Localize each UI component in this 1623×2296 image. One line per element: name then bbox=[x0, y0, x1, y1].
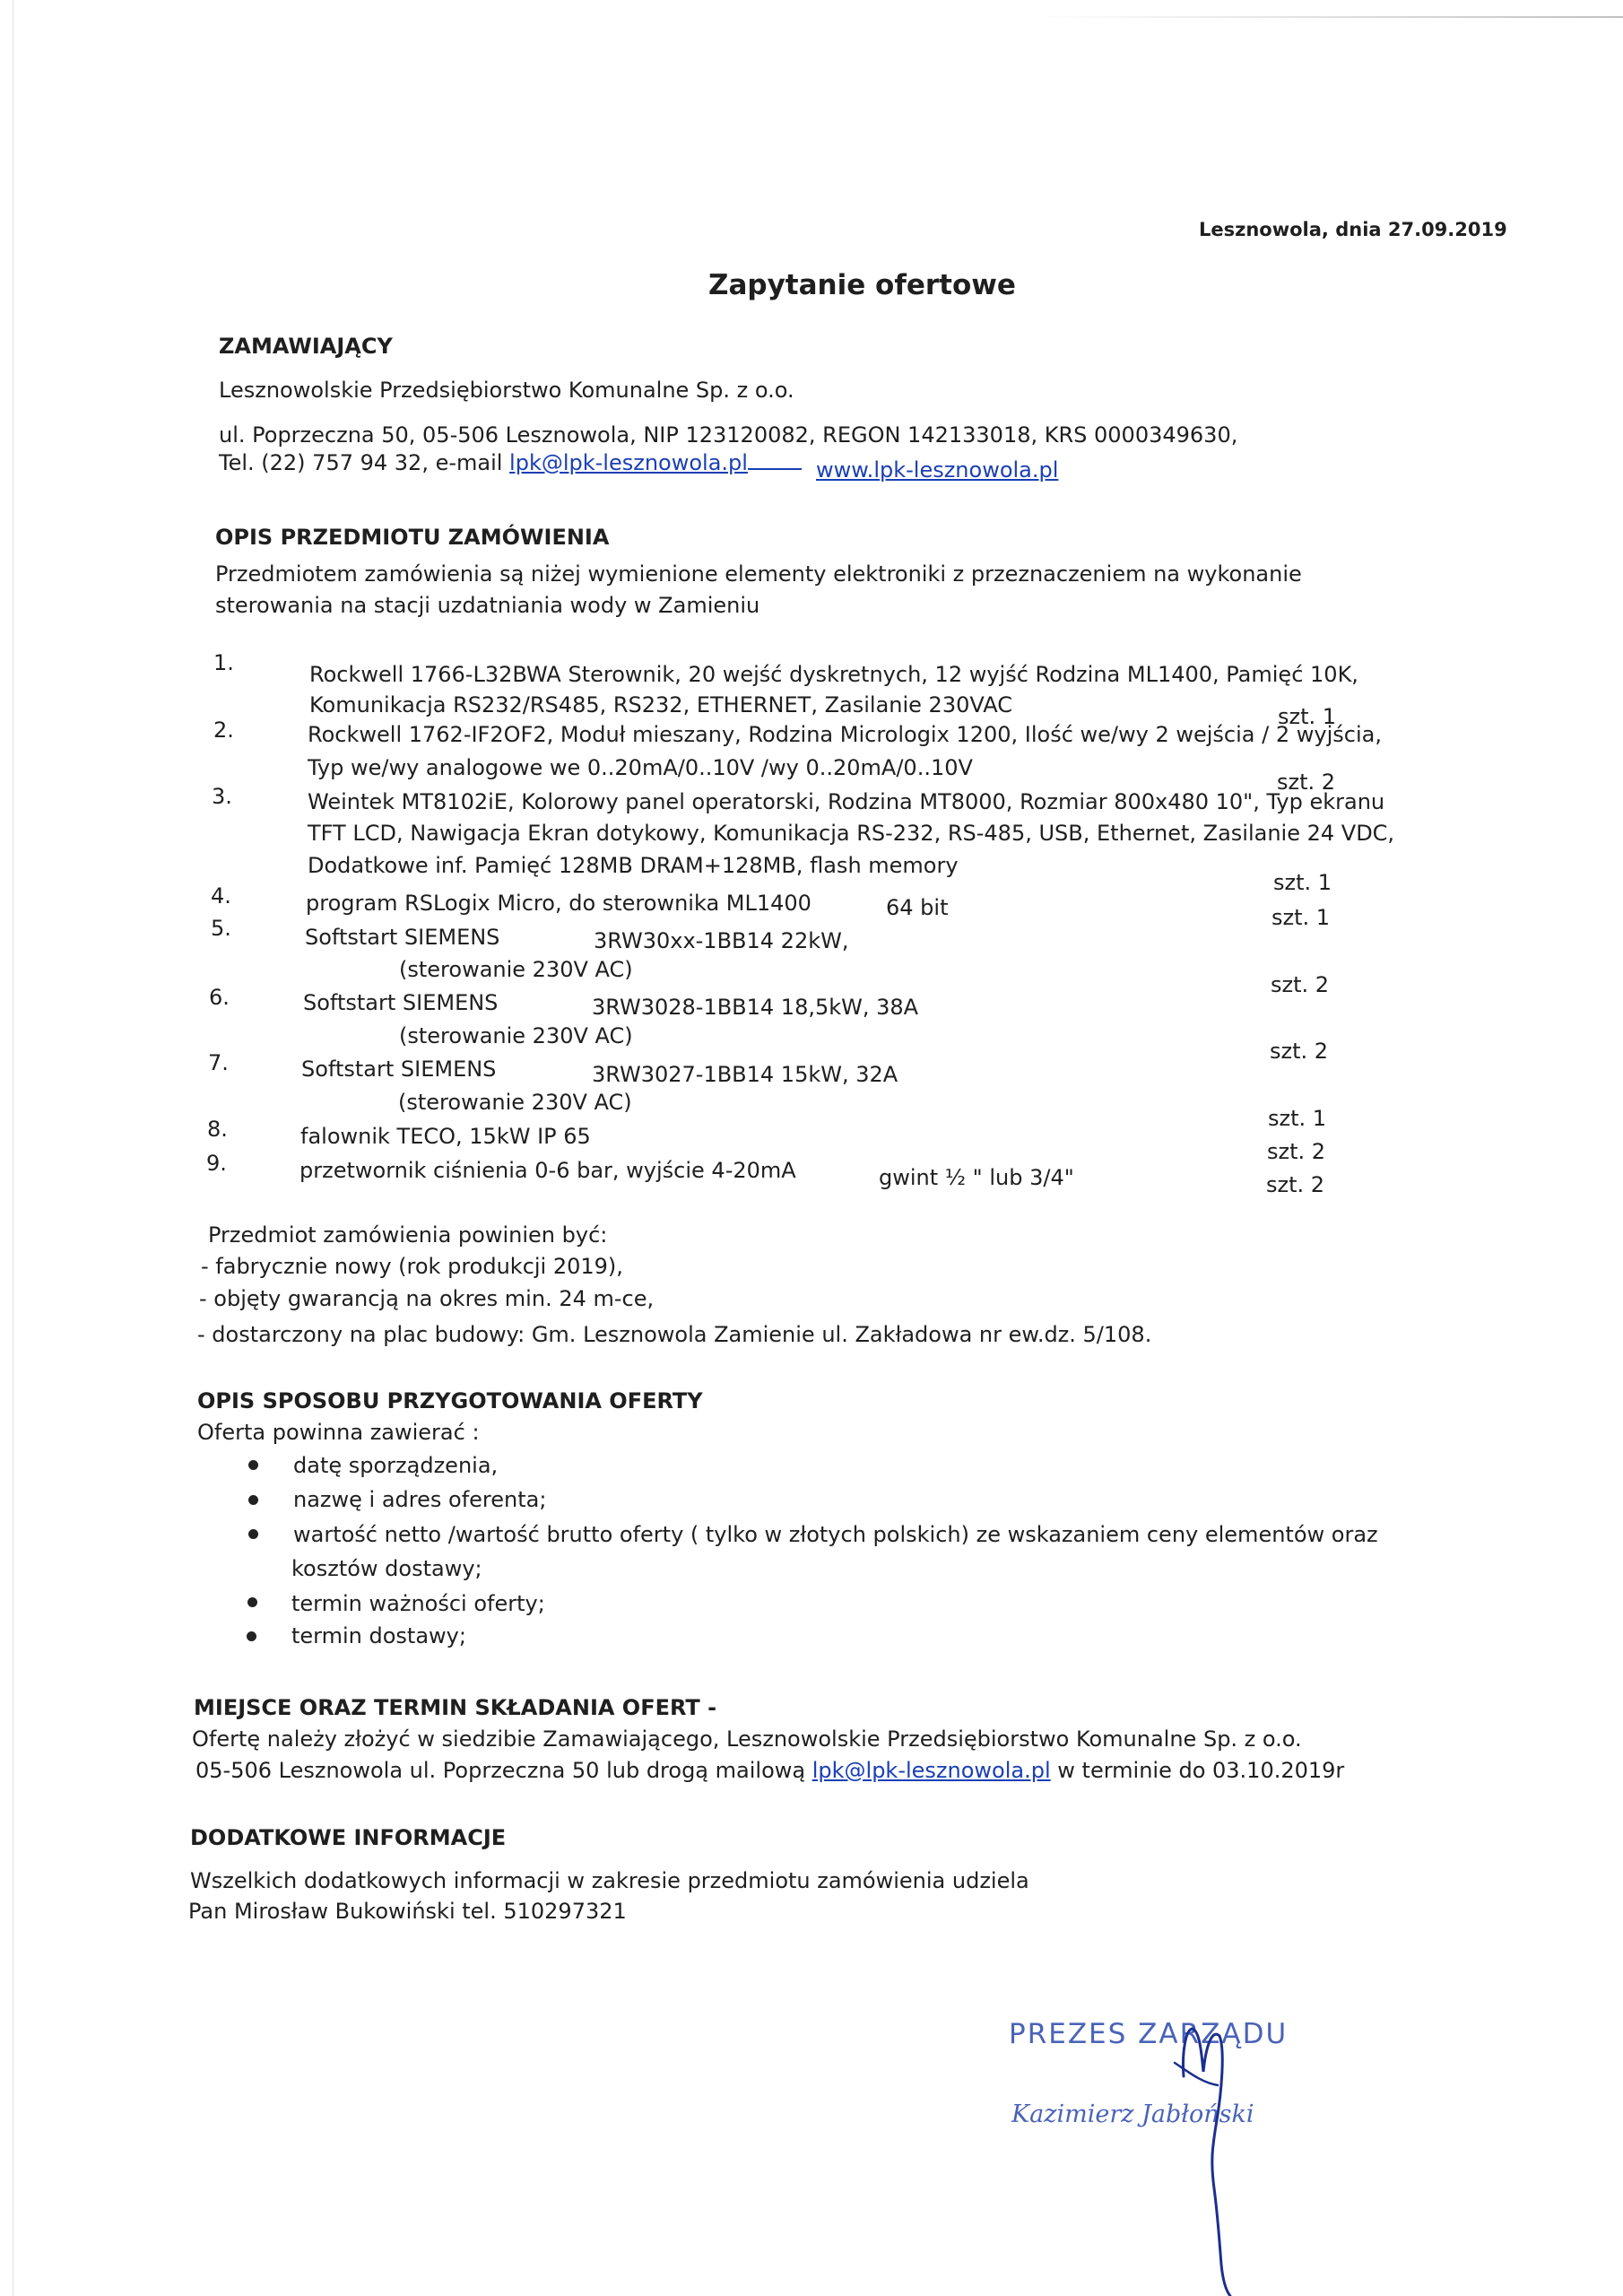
item-line: Softstart SIEMENS bbox=[305, 925, 500, 950]
opis-heading: OPIS PRZEDMIOTU ZAMÓWIENIA bbox=[215, 525, 610, 550]
item-line: 64 bit bbox=[886, 895, 949, 920]
place-date: Lesznowola, dnia 27.09.2019 bbox=[1199, 219, 1507, 240]
item-line: Rockwell 1762-IF2OF2, Moduł mieszany, Rodzina Micrologix 1200, Ilość we/wy 2 wejścia / 2 wyjścia, bbox=[308, 722, 1382, 747]
item-line: Softstart SIEMENS bbox=[303, 990, 499, 1015]
document-title: Zapytanie ofertowe bbox=[708, 269, 1016, 301]
item-number: 1. bbox=[213, 650, 234, 675]
item-line: (sterowanie 230V AC) bbox=[399, 1023, 633, 1048]
item-line: 3RW3027-1BB14 15kW, 32A bbox=[592, 1062, 898, 1087]
item-line: 3RW3028-1BB14 18,5kW, 38A bbox=[592, 995, 919, 1020]
item-line: Dodatkowe inf. Pamięć 128MB DRAM+128MB, flash memory bbox=[308, 853, 959, 878]
item-line: program RSLogix Micro, do sterownika ML1400 bbox=[306, 891, 812, 916]
miejsce-line2-suffix: w terminie do 03.10.2019r bbox=[1050, 1758, 1345, 1783]
miejsce-heading: MIEJSCE ORAZ TERMIN SKŁADANIA OFERT - bbox=[194, 1695, 717, 1720]
offer-requirement: termin ważności oferty; bbox=[291, 1591, 545, 1616]
item-line: TFT LCD, Nawigacja Ekran dotykowy, Komunikacja RS-232, RS-485, USB, Ethernet, Zasilanie 24 VDC, bbox=[308, 821, 1395, 846]
stamp-name: Kazimierz Jabłoński bbox=[1011, 2100, 1254, 2128]
item-line: Weintek MT8102iE, Kolorowy panel operatorski, Rodzina MT8000, Rozmiar 800x480 10", Typ ekranu bbox=[308, 789, 1385, 814]
www-link[interactable]: www.lpk-lesznowola.pl bbox=[816, 457, 1059, 483]
offer-requirement: wartość netto /wartość brutto oferty ( tylko w złotych polskich) ze wskazaniem ceny elementów oraz bbox=[293, 1522, 1378, 1547]
offer-requirement: termin dostawy; bbox=[291, 1623, 466, 1648]
item-number: 8. bbox=[207, 1117, 228, 1142]
sposob-intro: Oferta powinna zawierać : bbox=[197, 1420, 480, 1445]
requirement-item: - objęty gwarancją na okres min. 24 m-ce, bbox=[199, 1286, 655, 1311]
contact-prefix: Tel. (22) 757 94 32, e-mail bbox=[219, 450, 510, 475]
item-line: 3RW30xx-1BB14 22kW, bbox=[594, 928, 849, 953]
item-line: Softstart SIEMENS bbox=[301, 1057, 497, 1082]
item-number: 9. bbox=[206, 1151, 227, 1176]
item-qty: szt. 1 bbox=[1278, 704, 1337, 729]
item-number: 7. bbox=[208, 1050, 229, 1075]
item-number: 2. bbox=[213, 718, 234, 743]
miejsce-line1: Ofertę należy złożyć w siedzibie Zamawiającego, Lesznowolskie Przedsiębiorstwo Komunalne Sp. z o.o. bbox=[192, 1726, 1302, 1752]
email-link[interactable]: lpk@lpk-lesznowola.pl bbox=[509, 450, 748, 475]
requirements-intro: Przedmiot zamówienia powinien być: bbox=[208, 1222, 608, 1248]
item-line: Typ we/wy analogowe we 0..20mA/0..10V /wy 0..20mA/0..10V bbox=[308, 755, 973, 780]
sposob-heading: OPIS SPOSOBU PRZYGOTOWANIA OFERTY bbox=[197, 1388, 703, 1413]
item-line: (sterowanie 230V AC) bbox=[399, 957, 633, 982]
email-link[interactable]: lpk@lpk-lesznowola.pl bbox=[812, 1758, 1051, 1783]
item-qty: szt. 1 bbox=[1273, 870, 1332, 895]
opis-intro-line1: Przedmiotem zamówienia są niżej wymienione elementy elektroniki z przeznaczeniem na wykonanie bbox=[215, 561, 1302, 587]
offer-requirement: datę sporządzenia, bbox=[293, 1453, 499, 1478]
item-number: 6. bbox=[209, 985, 230, 1010]
item-number: 4. bbox=[211, 883, 231, 909]
requirement-item: - dostarczony na plac budowy: Gm. Lesznowola Zamienie ul. Zakładowa nr ew.dz. 5/108. bbox=[197, 1322, 1152, 1347]
offer-requirement-continued: kosztów dostawy; bbox=[291, 1556, 482, 1581]
item-qty: szt. 2 bbox=[1277, 770, 1336, 795]
item-qty: szt. 2 bbox=[1266, 1172, 1325, 1197]
item-line: przetwornik ciśnienia 0-6 bar, wyjście 4-20mA bbox=[299, 1158, 796, 1183]
item-number: 3. bbox=[212, 784, 232, 809]
stamp-title: PREZES ZARZĄDU bbox=[1009, 2018, 1289, 2050]
offer-requirement: nazwę i adres oferenta; bbox=[293, 1487, 547, 1512]
zamawiajacy-address: ul. Poprzeczna 50, 05-506 Lesznowola, NIP 123120082, REGON 142133018, KRS 0000349630, bbox=[219, 422, 1238, 448]
opis-intro-line2: sterowania na stacji uzdatniania wody w Zamieniu bbox=[215, 593, 760, 618]
zamawiajacy-name: Lesznowolskie Przedsiębiorstwo Komunalne Sp. z o.o. bbox=[219, 378, 794, 403]
item-number: 5. bbox=[211, 916, 231, 941]
item-qty: szt. 2 bbox=[1270, 1039, 1329, 1064]
dodatkowe-line1: Wszelkich dodatkowych informacji w zakresie przedmiotu zamówienia udziela bbox=[190, 1868, 1029, 1893]
zamawiajacy-heading: ZAMAWIAJĄCY bbox=[219, 334, 393, 359]
item-line: Komunikacja RS232/RS485, RS232, ETHERNET, Zasilanie 230VAC bbox=[309, 692, 1012, 718]
item-qty: szt. 1 bbox=[1268, 1106, 1327, 1131]
requirement-item: - fabrycznie nowy (rok produkcji 2019), bbox=[201, 1254, 623, 1279]
dodatkowe-line2: Pan Mirosław Bukowiński tel. 510297321 bbox=[188, 1899, 627, 1924]
item-qty: szt. 2 bbox=[1271, 972, 1330, 997]
miejsce-line2-prefix: 05-506 Lesznowola ul. Poprzeczna 50 lub drogą mailową bbox=[195, 1758, 812, 1783]
dodatkowe-heading: DODATKOWE INFORMACJE bbox=[190, 1825, 507, 1850]
item-line: (sterowanie 230V AC) bbox=[398, 1090, 632, 1115]
item-qty: szt. 1 bbox=[1271, 905, 1331, 930]
item-qty: szt. 2 bbox=[1267, 1139, 1326, 1164]
item-line: falownik TECO, 15kW IP 65 bbox=[300, 1124, 591, 1149]
item-line: Rockwell 1766-L32BWA Sterownik, 20 wejść dyskretnych, 12 wyjść Rodzina ML1400, Pamięć 10K, bbox=[309, 662, 1358, 687]
item-line: gwint ½ " lub 3/4" bbox=[879, 1165, 1074, 1190]
